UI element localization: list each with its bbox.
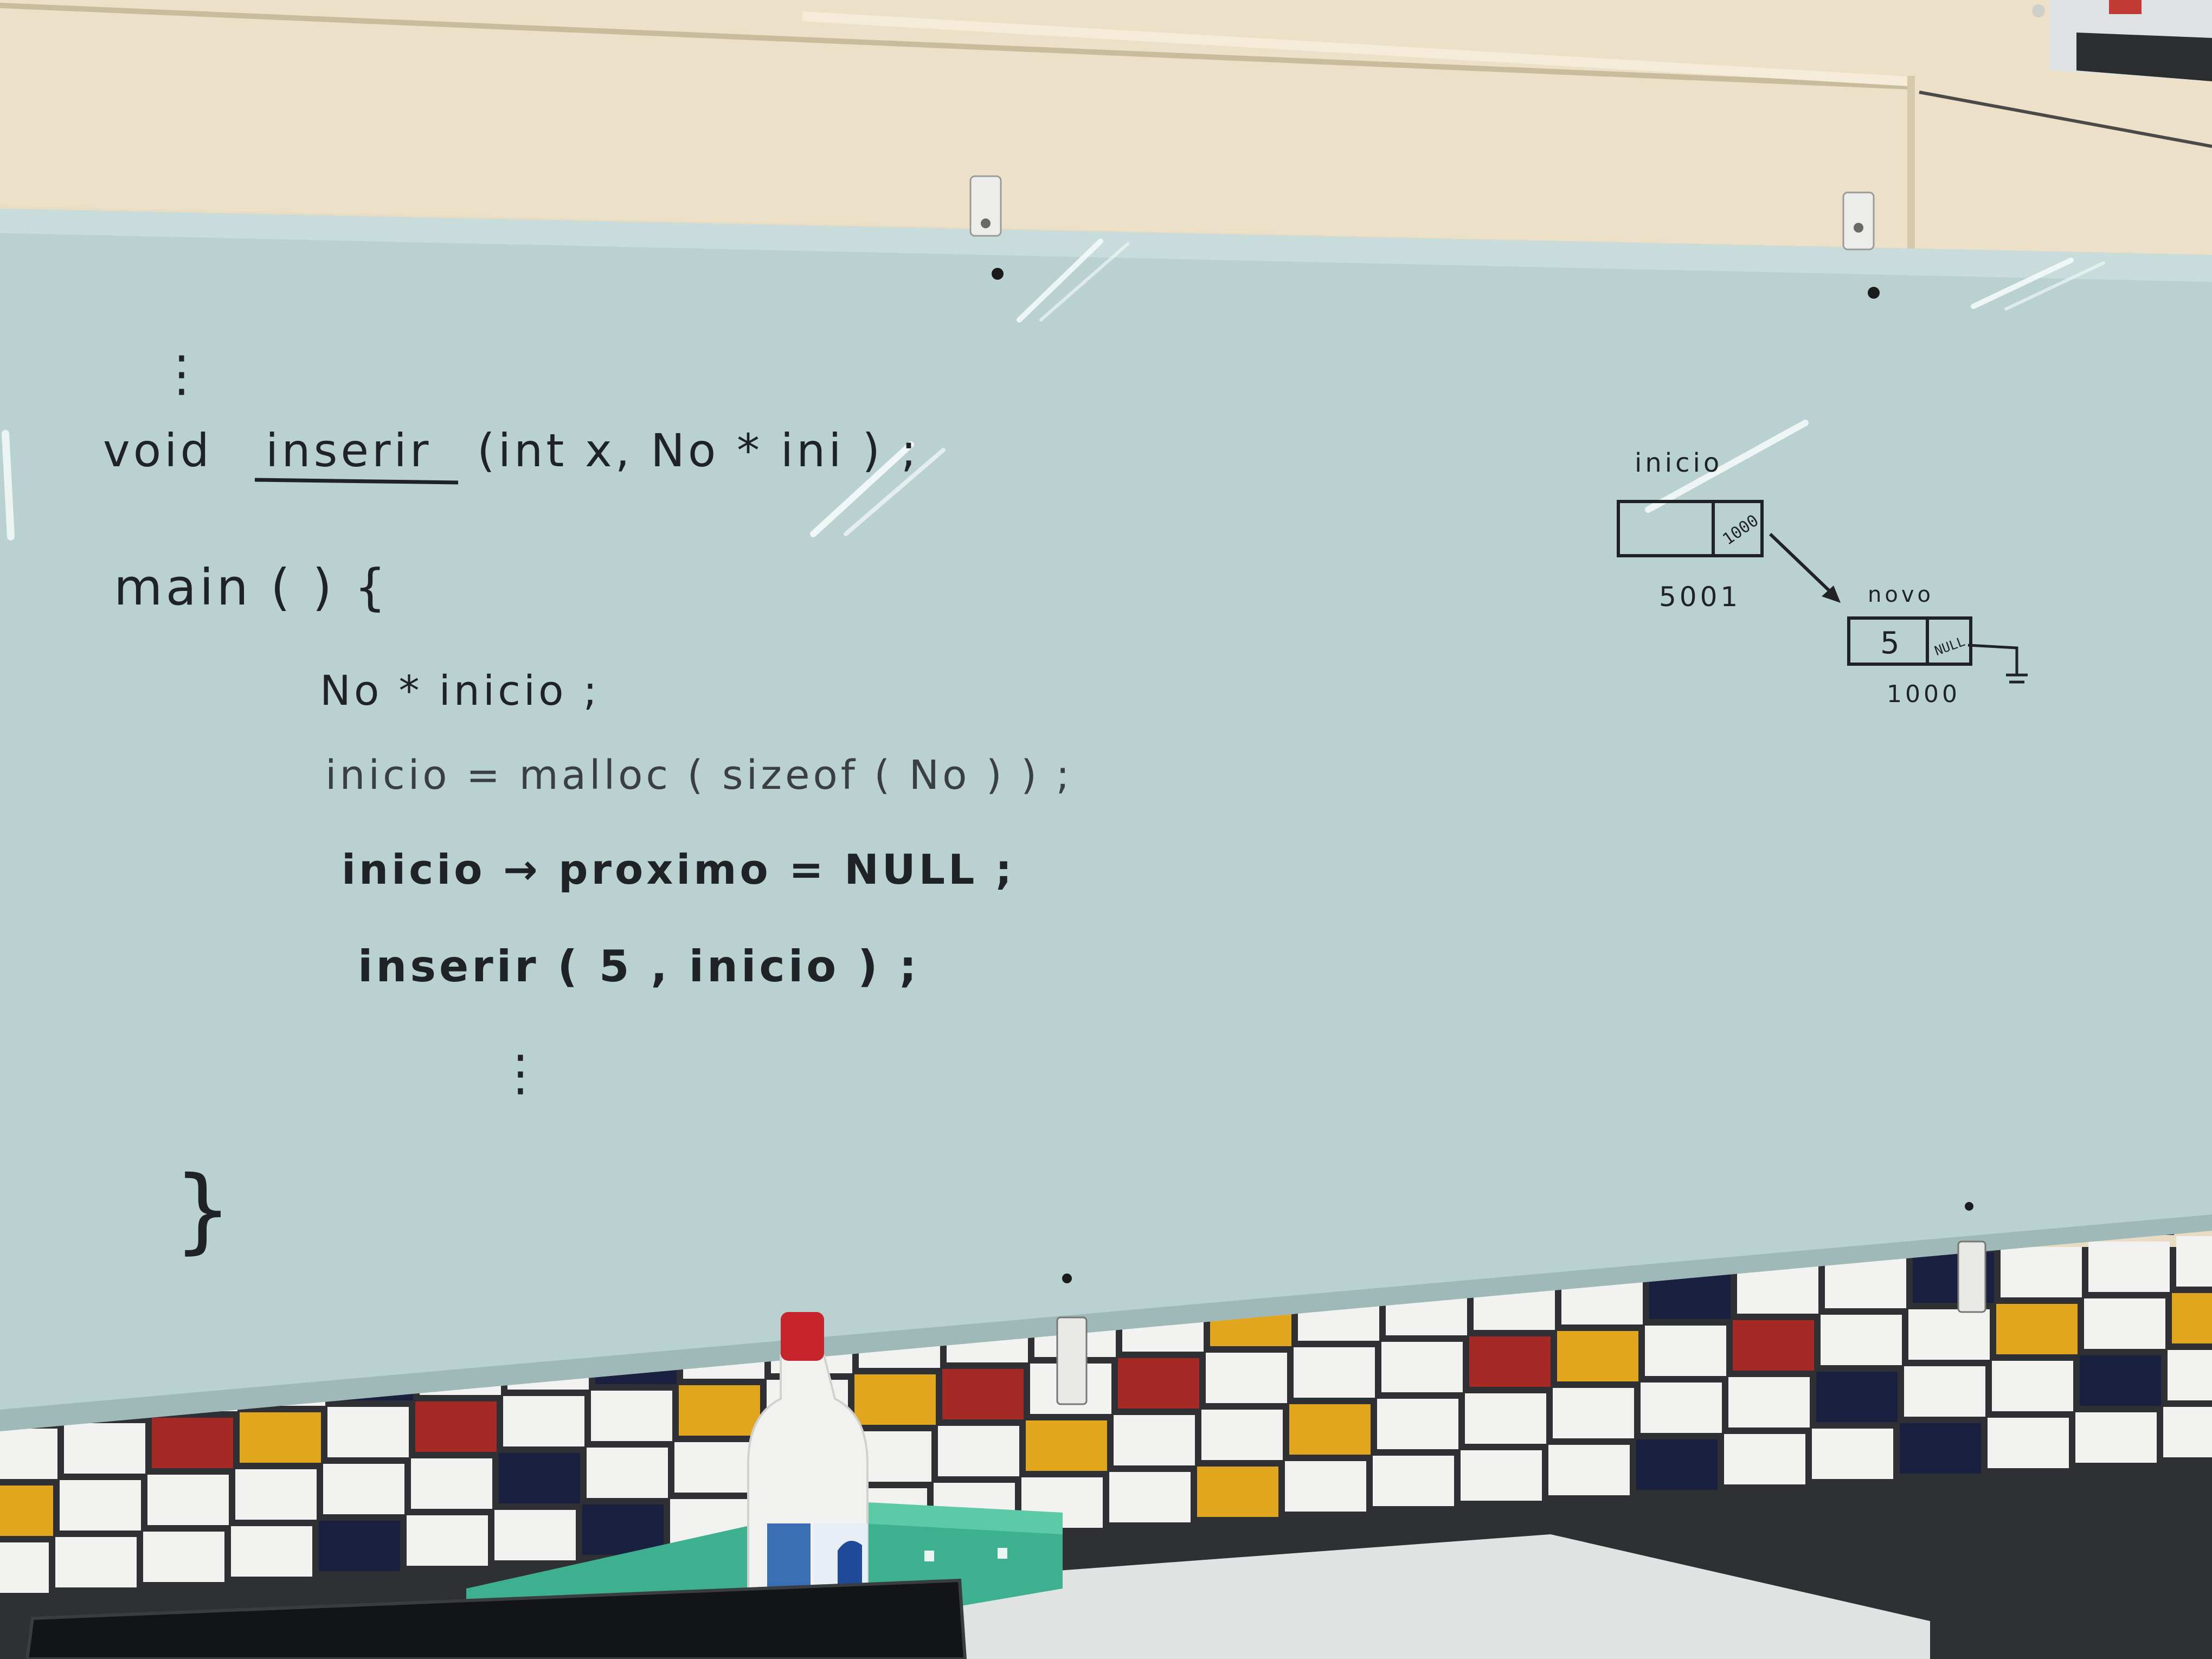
wall-tile xyxy=(415,1401,497,1452)
wall-tile xyxy=(1201,1410,1283,1460)
prototype-params: (int x, No * ini ) ; xyxy=(477,424,920,477)
wall-tile xyxy=(2163,1407,2212,1457)
node2-address: 1000 xyxy=(1887,680,1960,708)
wall-tile xyxy=(147,1475,229,1525)
wall-tile xyxy=(143,1532,224,1582)
wall-tile xyxy=(582,1504,664,1555)
wall-tile xyxy=(1992,1361,2073,1411)
code-line-3: inicio → proximo = NULL ; xyxy=(342,845,1015,893)
wall-tile xyxy=(1825,1258,1906,1308)
wall-tile xyxy=(1461,1450,1542,1501)
wall-tile xyxy=(64,1423,145,1474)
wall-tile xyxy=(1557,1331,1638,1381)
wall-tile xyxy=(411,1458,492,1509)
wall-tile xyxy=(1469,1336,1551,1387)
wall-tile xyxy=(1197,1467,1278,1517)
wall-tile xyxy=(494,1510,576,1560)
wall-tile xyxy=(1821,1315,1902,1365)
wall-tile xyxy=(319,1521,400,1571)
wall-tile xyxy=(1645,1326,1726,1376)
wall-tile xyxy=(327,1407,409,1457)
wall-tile xyxy=(235,1469,317,1520)
wall-tile xyxy=(231,1526,312,1577)
wall-tile xyxy=(1026,1420,1107,1471)
wall-tile xyxy=(2088,1242,2170,1292)
wall-tile xyxy=(0,1429,57,1479)
wall-tile xyxy=(2176,1236,2212,1287)
wall-tile xyxy=(1548,1445,1630,1495)
wall-tile xyxy=(942,1369,1024,1419)
wall-tile xyxy=(2084,1298,2165,1349)
wall-tile xyxy=(1114,1415,1195,1465)
wall-tile xyxy=(2172,1293,2212,1343)
wall-tile xyxy=(854,1374,936,1425)
wall-tile xyxy=(1728,1377,1810,1427)
wall-tile xyxy=(2001,1247,2082,1297)
wall-seam xyxy=(1907,76,1915,260)
wall-tile xyxy=(1641,1382,1722,1433)
node2-value: 5 xyxy=(1880,626,1903,661)
wall-tile xyxy=(1377,1399,1458,1449)
wall-tile xyxy=(1733,1320,1814,1371)
wall-tile xyxy=(1996,1304,2078,1354)
node2-label: novo xyxy=(1868,582,1934,607)
node1-pointer-value: 1000 xyxy=(1719,511,1763,549)
wall-tile xyxy=(1812,1429,1893,1479)
wall-tile xyxy=(938,1426,1019,1476)
wall-tile xyxy=(1988,1418,2069,1468)
wall-tile xyxy=(1118,1358,1199,1409)
wall-tile xyxy=(1553,1388,1634,1438)
wall-tile xyxy=(1904,1366,1985,1417)
wall-tile xyxy=(499,1453,580,1503)
wall-tile xyxy=(591,1391,672,1441)
wall-tile xyxy=(1285,1461,1366,1512)
wall-tile xyxy=(1465,1393,1546,1444)
wall-tile xyxy=(679,1385,760,1436)
function-name-underline xyxy=(255,480,458,483)
wall-tile xyxy=(674,1442,756,1493)
wall-tile xyxy=(1289,1404,1371,1455)
wall-tile xyxy=(1900,1423,1981,1474)
wall-tile xyxy=(60,1480,141,1531)
wall-tile xyxy=(503,1396,584,1446)
wall-tile xyxy=(55,1537,137,1587)
wall-tile xyxy=(0,1486,53,1536)
wall-tile xyxy=(2075,1412,2157,1463)
wall-tile xyxy=(2080,1355,2161,1406)
wall-tile xyxy=(1724,1434,1805,1484)
code-line-4: inserir ( 5 , inicio ) ; xyxy=(358,941,920,992)
wall-tile xyxy=(1206,1353,1287,1403)
wall-tile xyxy=(1636,1439,1718,1490)
wall-tile xyxy=(1816,1372,1898,1422)
prototype-return-type: void xyxy=(103,424,213,477)
wall-tile xyxy=(1294,1347,1375,1398)
wall-tile xyxy=(407,1515,488,1566)
prototype-function-name: inserir xyxy=(266,424,432,477)
air-conditioner xyxy=(2032,0,2212,81)
main-open: main ( ) { xyxy=(114,558,389,616)
wall-tile xyxy=(0,1542,49,1593)
wall-tile xyxy=(152,1418,233,1468)
wall-tile xyxy=(2168,1350,2212,1400)
wall-tile xyxy=(1373,1456,1454,1506)
wall-tile xyxy=(1908,1309,1990,1360)
code-line-1: No * inicio ; xyxy=(320,666,601,715)
main-close: } xyxy=(173,1156,236,1264)
ellipsis-top: ⋮ xyxy=(157,345,209,402)
ellipsis-inner: ⋮ xyxy=(496,1045,548,1102)
wall-tile xyxy=(1109,1472,1191,1522)
code-line-2: inicio = malloc ( sizeof ( No ) ) ; xyxy=(325,752,1073,799)
wall-tile xyxy=(323,1464,404,1514)
wall-tile xyxy=(240,1412,321,1463)
node1-label: inicio xyxy=(1635,448,1723,478)
node1-address: 5001 xyxy=(1659,581,1741,613)
node2-pointer-value: NULL xyxy=(1932,633,1967,659)
wall-tile xyxy=(587,1448,668,1498)
wall-tile xyxy=(1381,1342,1463,1392)
